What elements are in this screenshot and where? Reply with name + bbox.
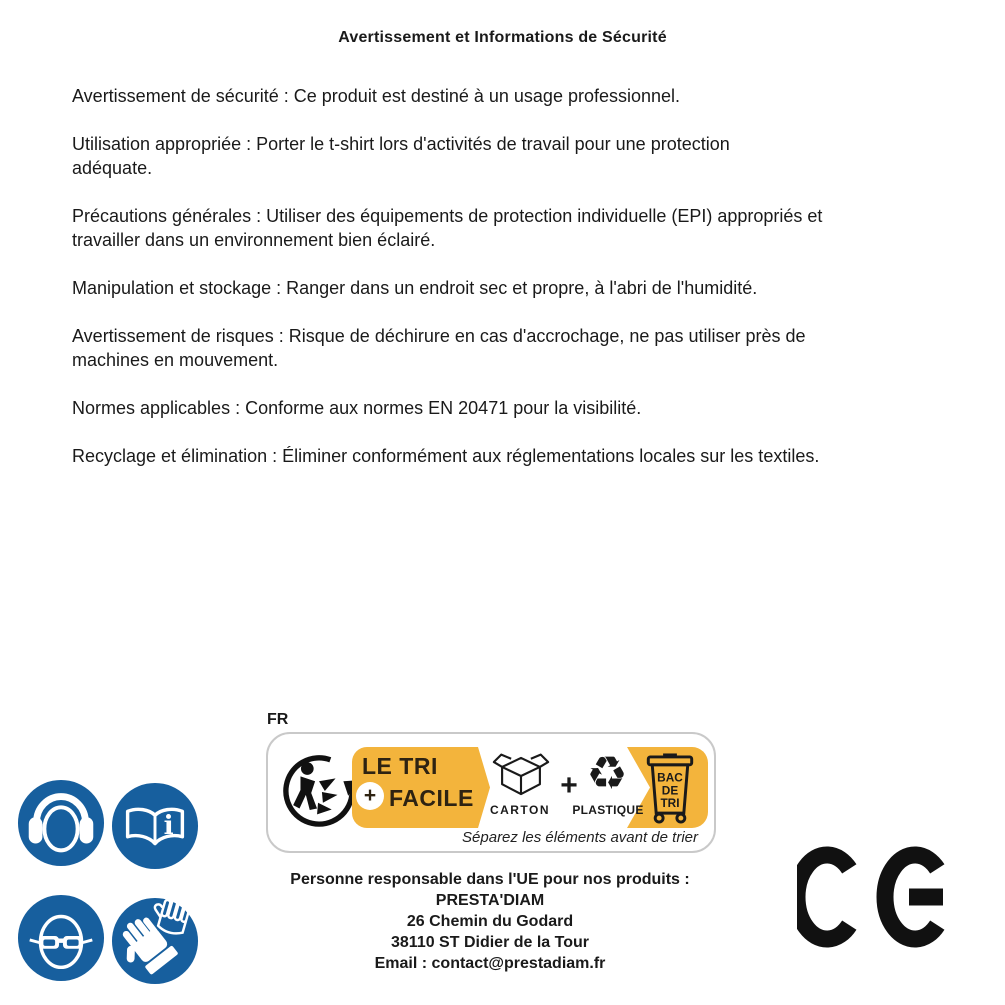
safety-paragraphs <box>72 84 992 468</box>
facile-text: FACILE <box>389 785 474 811</box>
info-tri-label <box>266 732 716 853</box>
bin-text-de: DE <box>661 783 679 798</box>
plus-separator: + <box>560 769 578 802</box>
triman-icon <box>280 748 358 834</box>
paragraph-safety-warning: Avertissement de sécurité : Ce produit est destiné à un usage professionnel. <box>72 86 681 106</box>
carton-box-icon <box>490 753 552 799</box>
read-instruction-manual-icon <box>111 782 199 870</box>
plus-circle-icon: + <box>356 782 384 810</box>
bin-text-bac: BAC <box>657 770 683 785</box>
wear-ear-protection-icon <box>17 779 105 867</box>
sorting-bin-icon <box>644 751 696 824</box>
contact-email: Email : contact@prestadiam.fr <box>374 955 606 972</box>
paragraph-handling-storage: Manipulation et stockage : Ranger dans un endroit sec et propre, à l'abri de l'humidité. <box>72 278 758 298</box>
ce-marking-icon <box>797 841 947 953</box>
address-street: 26 Chemin du Godard <box>406 913 574 930</box>
wear-eye-protection-icon <box>17 894 105 982</box>
responsible-intro: Personne responsable dans l'UE pour nos produits : <box>290 871 690 888</box>
paragraph-general-precautions: Précautions générales : Utiliser des équipements de protection individuelle (EPI) appropriés et travailler dans un environnement bien éclairé. <box>72 206 823 250</box>
svg-text:i: i <box>163 809 174 841</box>
plastique-label: PLASTIQUE <box>572 803 644 817</box>
address-city: 38110 ST Didier de la Tour <box>391 934 589 951</box>
paragraph-recycling: Recyclage et élimination : Éliminer conformément aux réglementations locales sur les textiles. <box>72 446 820 466</box>
info-tri-band <box>352 747 708 828</box>
bin-text-tri: TRI <box>660 796 680 811</box>
paragraph-applicable-standards: Normes applicables : Conforme aux normes EN 20471 pour la visibilité. <box>72 398 642 418</box>
country-code-label: FR <box>267 711 289 728</box>
responsible-person-block <box>165 869 815 974</box>
company-name: PRESTA'DIAM <box>435 892 545 909</box>
sorting-tagline: Séparez les éléments avant de trier <box>462 829 698 846</box>
carton-label: CARTON <box>489 803 551 817</box>
recycling-symbol-icon: ♻ <box>586 747 628 799</box>
le-tri-text: LE TRI <box>362 753 438 779</box>
paragraph-risk-warning: Avertissement de risques : Risque de déchirure en cas d'accrochage, ne pas utiliser près de machines en mouvement. <box>72 326 806 370</box>
page-title: Avertissement et Informations de Sécurité <box>338 29 667 46</box>
paragraph-appropriate-use: Utilisation appropriée : Porter le t-shirt lors d'activités de travail pour une protection adéquate. <box>72 134 730 178</box>
